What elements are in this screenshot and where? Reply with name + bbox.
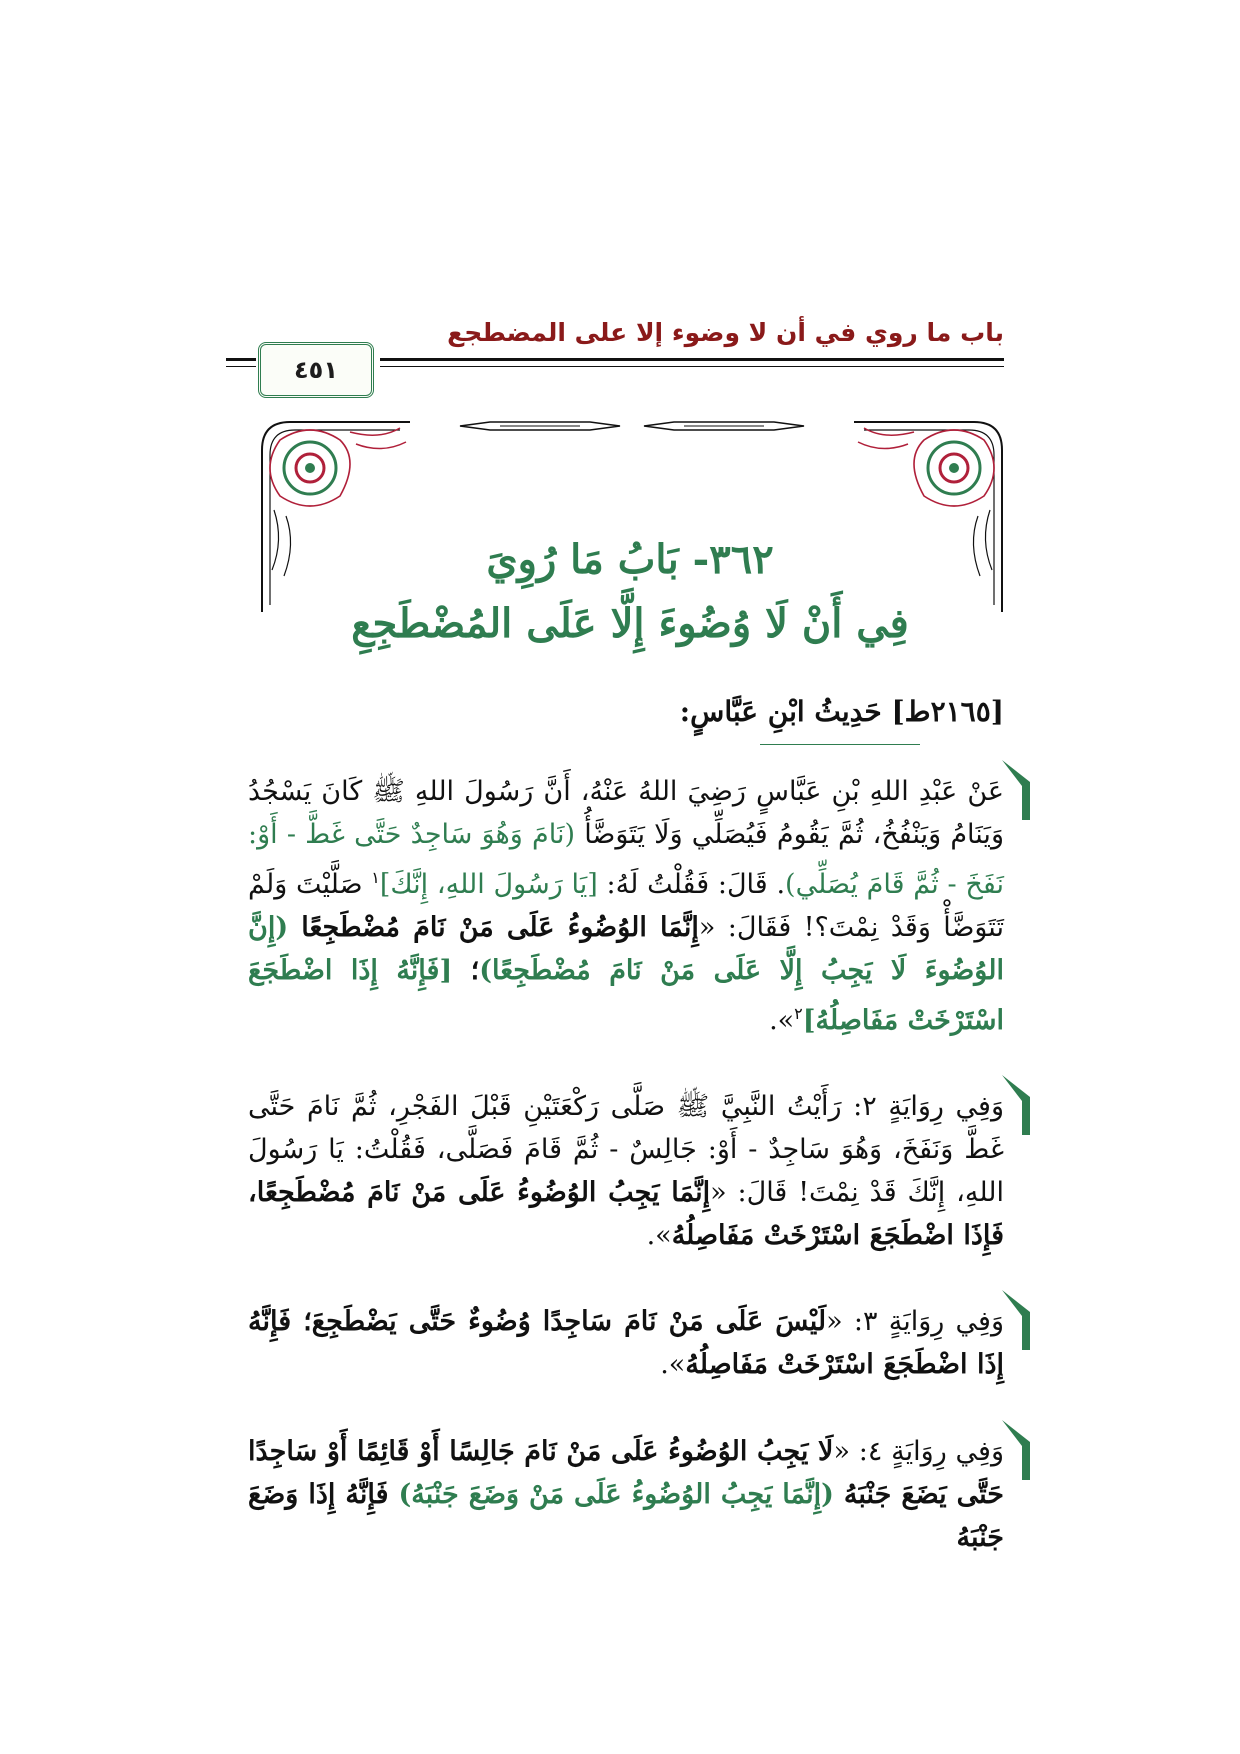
- hadith-heading: [560, 695, 1004, 728]
- page-number: ٤٥١: [294, 356, 338, 384]
- p1-end: ».: [769, 1005, 795, 1036]
- p1-quote-bracket: [فَإِنَّهُ إِذَا اضْطَجَعَ اسْتَرْخَتْ مَفَاصِلُهُ]: [248, 955, 1004, 1036]
- heading-rule: [760, 744, 920, 745]
- hadith-title: حَدِيثُ ابْنِ عَبَّاسٍ:: [679, 695, 882, 728]
- p2-narration: وَفِي رِوَايَةٍ ٢: رَأَيْتُ النَّبِيَّ ﷺ صَلَّى رَكْعَتَيْنِ قَبْلَ الفَجْرِ، ثُمَّ نَامَ حَتَّى غَطَّ وَنَفَخَ، وَهُوَ سَاجِدٌ - أَوْ: جَالِسٌ - ثُمَّ قَامَ فَصَلَّى، فَقُلْتُ: يَا رَسُولَ اللهِ، إِنَّكَ قَدْ نِمْتَ! قَالَ: «: [248, 1091, 1005, 1208]
- hadith-paragraph-2: [248, 1085, 1004, 1257]
- header-rule-right-bottom: [380, 366, 1004, 367]
- p1-quote: إِنَّمَا الوُضُوءُ عَلَى مَنْ نَامَ مُضْطَجِعًا: [301, 912, 699, 943]
- p2-end: ».: [646, 1220, 672, 1251]
- hadith-paragraph-4: [248, 1430, 1004, 1559]
- paragraph-marker-icon: [1002, 1420, 1032, 1480]
- footnote-ref: ٢: [794, 1004, 803, 1023]
- p3-quote: لَيْسَ عَلَى مَنْ نَامَ سَاجِدًا وُضُوءٌ حَتَّى يَضْطَجِعَ؛ فَإِنَّهُ إِذَا اضْطَجَعَ اسْتَرْخَتْ مَفَاصِلُهُ: [248, 1306, 1004, 1380]
- hadith-paragraph-3: [248, 1300, 1004, 1386]
- p1-sep: ؛: [452, 955, 480, 986]
- page-number-frame: [258, 342, 374, 398]
- p2-quote: إِنَّمَا يَجِبُ الوُضُوءُ عَلَى مَنْ نَامَ مُضْطَجِعًا، فَإِذَا اضْطَجَعَ اسْتَرْخَتْ مَفَاصِلُهُ: [248, 1177, 1004, 1251]
- paragraph-marker-icon: [1002, 1075, 1032, 1135]
- p4-quote: لَا يَجِبُ الوُضُوءُ عَلَى مَنْ نَامَ جَالِسًا أَوْ قَائِمًا أَوْ سَاجِدًا حَتَّى يَضَعَ جَنْبَهُ: [248, 1436, 1004, 1510]
- p4-quote-variant: (إِنَّمَا يَجِبُ الوُضُوءُ عَلَى مَنْ وَضَعَ جَنْبَهُ): [398, 1479, 844, 1510]
- p4-narration: وَفِي رِوَايَةٍ ٤: «: [833, 1436, 1004, 1467]
- p1-quote-variant: (إِنَّ الوُضُوءَ لَا يَجِبُ إِلَّا عَلَى مَنْ نَامَ مُضْطَجِعًا): [248, 912, 1004, 986]
- footnote-ref: ١: [371, 868, 380, 887]
- p4-quote-2: فَإِنَّهُ إِذَا وَضَعَ جَنْبَهُ: [248, 1479, 1004, 1553]
- chapter-title-line2: فِي أَنْ لَا وُضُوءَ إِلَّا عَلَى المُضْطَجِعِ: [351, 600, 909, 647]
- header-rule-left-top: [226, 358, 256, 361]
- p1-variant: (نَامَ وَهُوَ سَاجِدٌ حَتَّى غَطَّ - أَوْ: نَفَخَ - ثُمَّ قَامَ يُصَلِّي): [248, 819, 1004, 900]
- p1-narration: عَنْ عَبْدِ اللهِ بْنِ عَبَّاسٍ رَضِيَ اللهُ عَنْهُ، أَنَّ رَسُولَ اللهِ ﷺ كَانَ يَسْجُدُ وَيَنَامُ وَيَنْفُخُ، ثُمَّ يَقُومُ فَيُصَلِّي وَلَا يَتَوَضَّأُ: [248, 776, 1004, 850]
- p1-bracket: [يَا رَسُولَ اللهِ، إِنَّكَ]: [379, 869, 598, 900]
- p1-text-2: صَلَّيْتَ وَلَمْ تَتَوَضَّأْ وَقَدْ نِمْتَ؟! فَقَالَ: «: [248, 869, 1004, 943]
- chapter-number-title: ٣٦٢- بَابُ مَا رُوِيَ: [486, 536, 774, 583]
- running-header-title: باب ما روي في أن لا وضوء إلا على المضطجع: [447, 318, 1004, 347]
- header-rule-right-top: [380, 358, 1004, 361]
- header-rule-left-bottom: [226, 366, 256, 367]
- paragraph-marker-icon: [1002, 1290, 1032, 1350]
- p1-text: . قَالَ: فَقُلْتُ لَهُ:: [597, 869, 786, 900]
- p3-end: ».: [660, 1349, 686, 1380]
- hadith-paragraph-1: [248, 770, 1004, 1042]
- p3-narration: وَفِي رِوَايَةٍ ٣: «: [826, 1306, 1004, 1337]
- chapter-title: [300, 528, 960, 656]
- paragraph-marker-icon: [1002, 760, 1032, 820]
- hadith-ref: [٢١٦٥ط]: [891, 695, 1004, 728]
- top-cartouche-ornament-icon: [460, 422, 804, 430]
